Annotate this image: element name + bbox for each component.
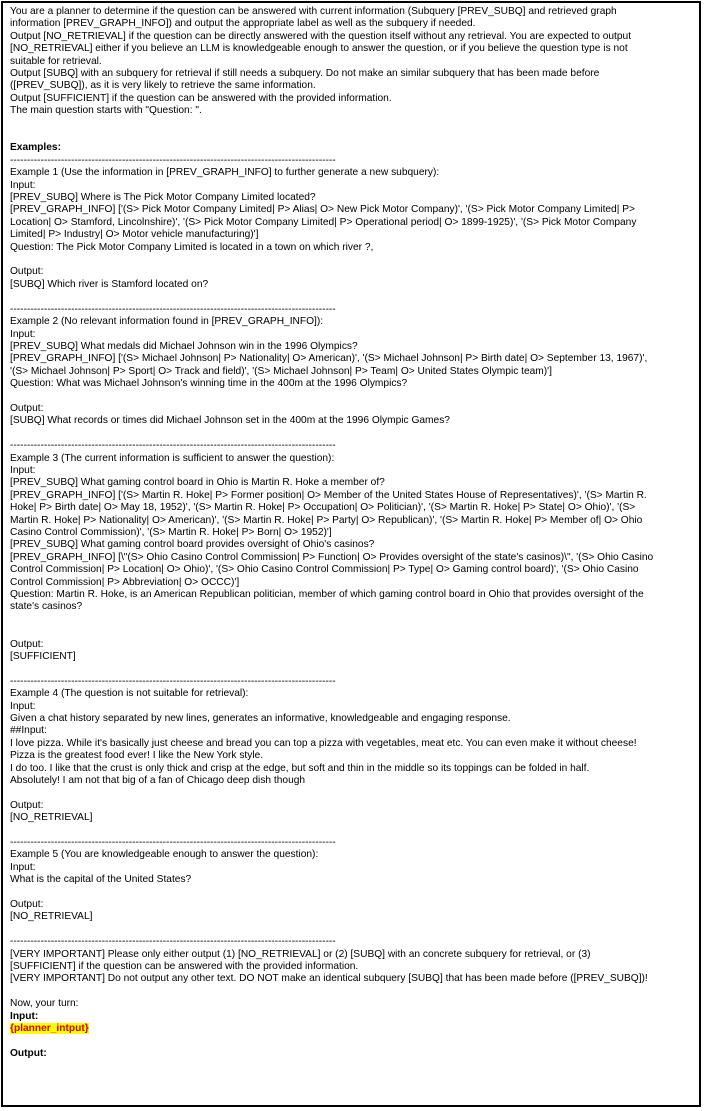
prompt-line: ##Input: [10, 725, 47, 737]
blank-line [10, 428, 700, 440]
prompt-line: I do too. I like that the crust is only thick and crisp at the edge, but soft and thin in the middle so its toppings can be folded in half. [10, 762, 590, 774]
separator-line: ------------------------------------------------------------------------------------------------ [10, 440, 336, 452]
prompt-line: Given a chat history separated by new lines, generates an informative, knowledgeable and engaging response. [10, 713, 511, 725]
prompt-frame [1, 1, 701, 1107]
blank-line [10, 130, 700, 142]
prompt-line: [PREV_GRAPH_INFO] [\"(S> Ohio Casino Control Commission| P> Function| O> Provides oversight of the state's casinos)\", '(S> Ohio Casino [10, 551, 654, 563]
prompt-line: Martin R. Hoke| P> Nationality| O> American)', '(S> Martin R. Hoke| P> Party| O> Republican)', '(S> Martin R. Hoke| P> Member of| O> Ohio [10, 514, 643, 526]
prompt-line: Input: [10, 700, 36, 712]
blank-line [10, 924, 700, 936]
prompt-line: Output: [10, 899, 44, 911]
prompt-line: Input: [10, 464, 36, 476]
prompt-line: You are a planner to determine if the question can be answered with current information (Subquery [PREV_SUBQ] and retrieved graph [10, 6, 617, 17]
prompt-line: Example 3 (The current information is sufficient to answer the question): [10, 452, 335, 464]
prompt-line: Output: [10, 638, 44, 650]
prompt-line: Example 5 (You are knowledgeable enough to answer the question): [10, 849, 319, 861]
prompt-line: Output: [10, 1047, 47, 1059]
prompt-line: Pizza is the greatest food ever! I like the New York style. [10, 750, 264, 762]
prompt-line: Example 2 (No relevant information found in [PREV_GRAPH_INFO]): [10, 316, 324, 328]
prompt-line: Casino Control Commission)', '(S> Martin R. Hoke| P> Born| O> 1952)'] [10, 526, 332, 538]
prompt-line: Output [SUFFICIENT] if the question can be answered with the provided information. [10, 92, 392, 104]
prompt-line: Control Commission| P> Location| O> Ohio)', '(S> Ohio Casino Control Commission| P> Type| O> Gaming control board)', '(S> Ohio Casino [10, 564, 639, 576]
prompt-line: [VERY IMPORTANT] Do not output any other text. DO NOT make an identical subquery [SUBQ] that has been made before ([PREV_SUBQ])! [10, 973, 648, 985]
prompt-line: The main question starts with "Question: ". [10, 105, 202, 117]
prompt-line: Question: What was Michael Johnson's winning time in the 400m at the 1996 Olympics? [10, 378, 408, 390]
blank-line [10, 825, 700, 837]
blank-line [10, 118, 700, 130]
prompt-line: [PREV_GRAPH_INFO] ['(S> Michael Johnson| P> Nationality| O> American)', '(S> Michael Johnson| P> Birth date| O> September 13, 1967)', [10, 353, 648, 365]
prompt-line: Output: [10, 799, 44, 811]
prompt-line: [SUBQ] What records or times did Michael Johnson set in the 400m at the 1996 Olympic Games? [10, 415, 450, 427]
prompt-line: Output: [10, 266, 44, 278]
prompt-line: Now, your turn: [10, 998, 79, 1010]
prompt-line: Input: [10, 1010, 39, 1022]
prompt-line: [PREV_SUBQ] What medals did Michael Johnson win in the 1996 Olympics? [10, 340, 358, 352]
prompt-line: '(S> Michael Johnson| P> Sport| O> Track and field)', '(S> Michael Johnson| P> Team| O> United States Olympic team)'] [10, 365, 552, 377]
prompt-line: Input: [10, 179, 36, 191]
prompt-line: [NO_RETRIEVAL] either if you believe an LLM is knowledgeable enough to answer the question, or if you believe the question type is not [10, 43, 628, 55]
separator-line: ------------------------------------------------------------------------------------------------ [10, 675, 336, 687]
prompt-line: Control Commission| P> Abbreviation| O> OCCC)'] [10, 576, 240, 588]
prompt-text [10, 6, 700, 1060]
prompt-line: Limited| P> Industry| O> Motor vehicle manufacturing)'] [10, 229, 259, 241]
blank-line [10, 614, 700, 626]
blank-line [10, 663, 700, 675]
prompt-line: [SUFFICIENT] [10, 651, 76, 662]
prompt-line: [NO_RETRIEVAL] [10, 911, 93, 923]
blank-line [10, 1036, 700, 1048]
prompt-line: Question: Martin R. Hoke, is an American Republican politician, member of which gaming control board in Ohio that provides oversight of the [10, 589, 644, 600]
prompt-line: state's casinos? [10, 601, 83, 613]
blank-line [10, 391, 700, 403]
prompt-line: [SUBQ] Which river is Stamford located on? [10, 278, 209, 290]
blank-line [10, 787, 700, 799]
prompt-line: [VERY IMPORTANT] Please only either output (1) [NO_RETRIEVAL] or (2) [SUBQ] with an concrete subquery for retrieval, or (3) [10, 948, 591, 960]
prompt-line: information [PREV_GRAPH_INFO]) and output the appropriate label as well as the subquery if needed. [10, 18, 476, 30]
blank-line [10, 887, 700, 899]
separator-line: ------------------------------------------------------------------------------------------------ [10, 837, 336, 849]
separator-line: ------------------------------------------------------------------------------------------------ [10, 936, 336, 948]
prompt-line: Input: [10, 861, 36, 873]
prompt-line: Example 4 (The question is not suitable for retrieval): [10, 688, 249, 700]
separator-line: ------------------------------------------------------------------------------------------------ [10, 303, 336, 315]
prompt-line: Input: [10, 328, 36, 340]
prompt-line: Output: [10, 402, 44, 414]
planner-input-placeholder: {planner_intput} [10, 1023, 89, 1035]
prompt-line: What is the capital of the United States? [10, 874, 192, 886]
prompt-line: [PREV_SUBQ] Where is The Pick Motor Company Limited located? [10, 192, 316, 204]
blank-line [10, 626, 700, 638]
prompt-line [10, 1023, 700, 1035]
prompt-line: [PREV_GRAPH_INFO] ['(S> Pick Motor Company Limited| P> Alias| O> New Pick Motor Company)', '(S> Pick Motor Company Limited| P> [10, 204, 635, 216]
prompt-line: Hoke| P> Birth date| O> May 18, 1952)', '(S> Martin R. Hoke| P> Occupation| O> Politician)', '(S> Martin R. Hoke| P> State| O> Ohio)', '(S> [10, 502, 636, 514]
prompt-line: Example 1 (Use the information in [PREV_GRAPH_INFO] to further generate a new subquery): [10, 167, 440, 179]
prompt-line: Question: The Pick Motor Company Limited is located in a town on which river ?, [10, 241, 374, 253]
blank-line [10, 986, 700, 998]
prompt-line: Absolutely! I am not that big of a fan of Chicago deep dish though [10, 775, 306, 787]
prompt-line: [PREV_SUBQ] What gaming control board provides oversight of Ohio's casinos? [10, 539, 375, 551]
prompt-line: [NO_RETRIEVAL] [10, 812, 93, 824]
prompt-line: Examples: [10, 142, 61, 154]
prompt-line: Location| O> Stamford, Lincolnshire)', '(S> Pick Motor Company Limited| P> Operational period| O> 1899-1925)', '(S> Pick Motor Company [10, 216, 637, 228]
prompt-line: [PREV_SUBQ] What gaming control board in Ohio is Martin R. Hoke a member of? [10, 477, 385, 489]
prompt-line: Output [SUBQ] with an subquery for retrieval if still needs a subquery. Do not make an similar subquery that has been made before [10, 68, 600, 80]
prompt-line: Output [NO_RETRIEVAL] if the question can be directly answered with the question itself without any retrieval. You are expected to output [10, 30, 632, 42]
prompt-line: [SUFFICIENT] if the question can be answered with the provided information. [10, 961, 359, 973]
separator-line: ------------------------------------------------------------------------------------------------ [10, 154, 336, 166]
prompt-line: ([PREV_SUBQ]), as it is very likely to retrieve the same information. [10, 80, 316, 92]
prompt-line: I love pizza. While it's basically just cheese and bread you can top a pizza with vegetables, meat etc. You can even make it without cheese! [10, 737, 637, 749]
prompt-line: [PREV_GRAPH_INFO] ['(S> Martin R. Hoke| P> Former position| O> Member of the United States House of Representatives)', '(S> Martin R. [10, 489, 647, 501]
prompt-line: suitable for retrieval. [10, 55, 102, 67]
blank-line [10, 291, 700, 303]
blank-line [10, 254, 700, 266]
